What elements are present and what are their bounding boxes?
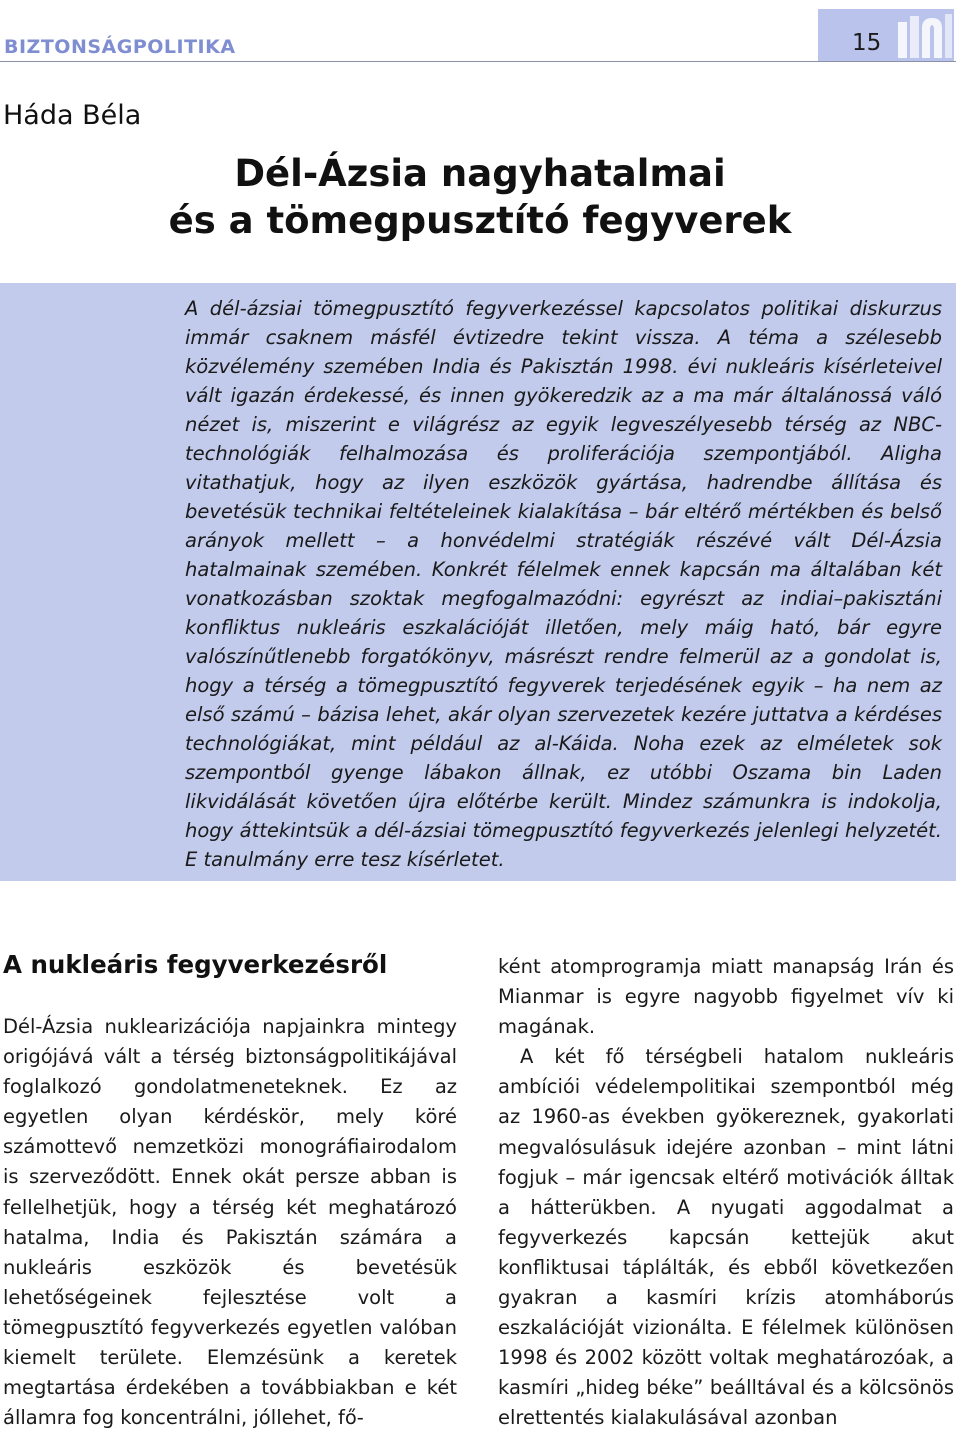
body-paragraph: ként atomprogramja miatt manapság Irán és Mianmar is egyre nagyobb figyelmet vív ki magának. <box>498 955 954 1039</box>
section-label: BIZTONSÁGPOLITIKA <box>4 36 236 58</box>
title-line-1: Dél-Ázsia nagyhatalmai <box>234 152 726 195</box>
author-name: Háda Béla <box>3 100 142 131</box>
body-column-right <box>498 952 954 1434</box>
journal-logo-icon <box>896 12 954 60</box>
body-column-left: Dél-Ázsia nuklearizációja napjainkra mintegy origójává vált a térség biztonságpolitikájával foglalkozó gondolatmeneteknek. Ez az egyetlen olyan kérdéskör, mely köré számottevő nemzetközi monográfiairodalom is szerveződött. Ennek okát persze abban is fellelhetjük, hogy a térség két meghatározó hatalma, India és Pakisztán számára a nukleáris eszközök és bevetésük lehetőségeinek fejlesztése volt a tömegpusztító fegyverkezés egyetlen valóban kiemelt területe. Elemzésünk a keretek megtartása érdekében a továbbiakban e két államra fog koncentrálni, jóllehet, fő- <box>3 1015 457 1430</box>
header-divider <box>0 61 956 62</box>
abstract-text: A dél-ázsiai tömegpusztító fegyverkezéssel kapcsolatos politikai diskurzus immár csaknem másfél évtizedre tekint vissza. A téma a szélesebb közvélemény szemében India és Pakisztán 1998. évi nukleáris kísérleteivel vált igazán érdekessé, és innen gyökeredzik az a ma már általánossá váló nézet is, miszerint e világrész az egyik legveszélyesebb térség az NBC-technológiák felhalmozása és proliferációja szempontjából. Aligha vitathatjuk, hogy az ilyen eszközök gyártása, hadrendbe állítása és bevetésük technikai feltételeinek kialakítása – bár eltérő mértékben és belső arányok mellett – a honvédelmi stratégiák részévé vált Dél-Ázsia hatalmainak szemében. Konkrét félelmek ennek kapcsán ma általában két vonatkozásban szoktak megfogalmazódni: egyrészt az indiai–pakisztáni konfliktus nukleáris eszkalációját illetően, mely máig ható, bár egyre valószínűtlenebb forgatókönyv, másrészt rendre felmerül az a gondolat is, hogy a térség a tömegpusztító fegyverek terjedésének egyik – ha nem az első számú – bázisa lehet, akár olyan szervezetek kezére juttatva a kérdéses technológiákat, mint például az al-Káida. Noha ezek az elméletek sok szempontból gyenge lábakon állnak, ez utóbbi Oszama bin Laden likvidálását követően újra előtérbe került. Mindez számunkra is indokolja, hogy áttekintsük a dél-ázsiai tömegpusztító fegyverkezés jelenlegi helyzetét. E tanulmány erre tesz kísérletet. <box>185 297 942 871</box>
body-paragraph: A két fő térségbeli hatalom nukleáris ambíciói védelempolitikai szempontból még az 1960-as években gyökereznek, gyakorlati megvalósulásuk idejére azonban – mint látni fogjuk – már igencsak eltérő motivációk álltak a hátterükben. A nyugati aggodalmat a fegyverkezés kapcsán kettejük akut konfliktusai táplálták, és ebből következően gyakran a kasmíri krízis atomháborús eszkalációját vizionálta. E félelmek különösen 1998 és 2002 között voltak meghatározóak, a kasmíri „hideg béke” beálltával és a kölcsönös elrettentés kialakulásával azonban <box>498 1045 954 1430</box>
title-line-2: és a tömegpusztító fegyverek <box>168 199 792 242</box>
article-title <box>0 150 960 244</box>
page-number: 15 <box>852 30 882 56</box>
section-heading: A nukleáris fegyverkezésről <box>3 950 388 979</box>
